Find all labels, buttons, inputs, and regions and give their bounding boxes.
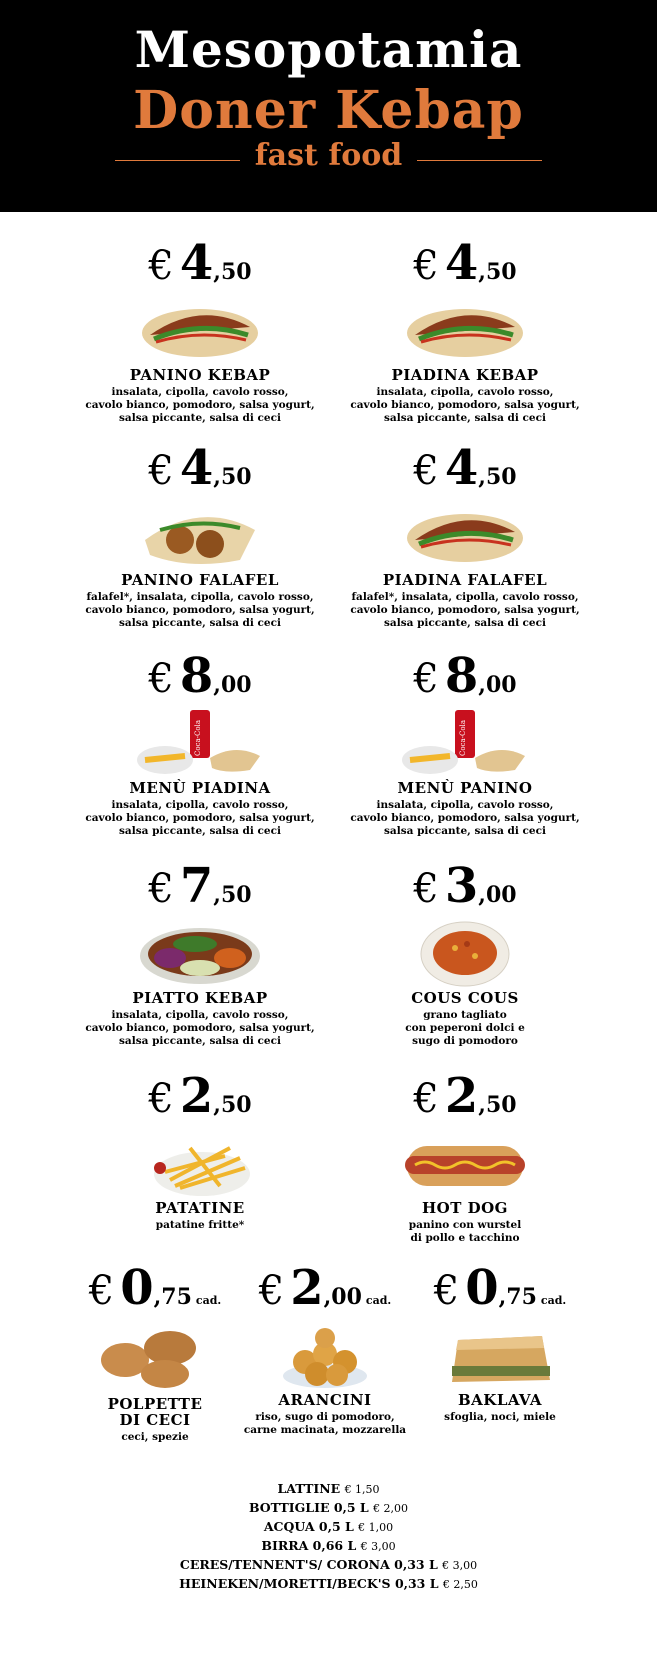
item-name: PATATINE [155,1199,245,1217]
item-name: ARANCINI [278,1391,372,1409]
item-price [235,1260,415,1316]
item-image [345,1128,585,1198]
wrap3-image [395,500,535,570]
price-decimal: ,50 [478,1092,517,1118]
description-line: insalata, cipolla, cavolo rosso, [376,386,554,398]
description-line: insalata, cipolla, cavolo rosso, [111,799,289,811]
price-integer: 8 [444,648,479,704]
price-integer: 4 [179,235,214,291]
item-image [345,500,585,570]
item-image [65,1320,245,1390]
item-price [345,1068,585,1124]
brand-tagline: fast food [254,138,403,173]
price-integer: 8 [179,648,214,704]
svg-text:Coca-Cola: Coca-Cola [194,719,202,757]
menu-item [235,1260,415,1437]
description-line: falafel*, insalata, cipolla, cavolo rosso, [86,591,314,603]
item-price [345,440,585,496]
description-line: insalata, cipolla, cavolo rosso, [376,799,554,811]
price-integer: 0 [465,1260,499,1316]
description-line: salsa piccante, salsa di ceci [384,412,546,424]
euro-symbol: € [413,1076,439,1122]
item-price [80,858,320,914]
drink-price: € 2,00 [373,1502,409,1515]
euro-symbol: € [413,243,439,289]
item-price [410,1260,590,1316]
menu-item [80,440,320,630]
menu-item [345,1068,585,1245]
item-price [80,235,320,291]
fries-image [130,1128,270,1198]
item-name: BAKLAVA [457,1391,543,1409]
arancini-image [255,1320,395,1390]
menu-item [345,440,585,630]
item-name: MENÙ PANINO [397,779,533,797]
item-image [80,500,320,570]
menu2-image [395,708,535,778]
item-name: PIADINA KEBAP [391,366,539,384]
description-line: panino con wurstel [408,1219,522,1231]
svg-text:Coca-Cola: Coca-Cola [459,719,467,757]
item-description [345,386,585,425]
price-decimal: ,50 [478,464,517,490]
menu-item [80,1068,320,1232]
drink-row [0,1556,657,1575]
price-decimal: ,00 [478,672,517,698]
description-line: falafel*, insalata, cipolla, cavolo rosso, [351,591,579,603]
drinks-list [0,1480,657,1594]
item-name: PIATTO KEBAP [132,989,268,1007]
description-line: con peperoni dolci e [405,1022,525,1034]
item-description [80,386,320,425]
hotdog-image [395,1128,535,1198]
drink-price: € 1,50 [344,1483,380,1496]
price-integer: 3 [444,858,479,914]
description-line: grano tagliato [423,1009,507,1021]
item-name: COUS COUS [411,989,519,1007]
item-description [80,1009,320,1048]
euro-symbol: € [433,1268,460,1314]
price-decimal: ,00 [478,882,517,908]
item-price [65,1260,245,1316]
menu-item [345,648,585,838]
drink-name: BOTTIGLIE 0,5 L [248,1500,374,1515]
euro-symbol: € [148,243,174,289]
drink-price: € 3,00 [360,1540,396,1553]
bowl-image [395,918,535,988]
item-description [235,1411,415,1437]
menu-header [0,0,657,212]
brand-name: Mesopotamia [134,20,523,79]
description-line: ceci, spezie [121,1431,189,1443]
description-line: salsa piccante, salsa di ceci [119,412,281,424]
item-name: MENÙ PIADINA [129,779,271,797]
price-decimal: ,50 [213,464,252,490]
drink-price: € 2,50 [442,1578,478,1591]
item-name: PIADINA FALAFEL [382,571,548,589]
drink-name: CERES/TENNENT'S/ CORONA 0,33 L [179,1557,443,1572]
euro-symbol: € [148,448,174,494]
description-line: insalata, cipolla, cavolo rosso, [111,386,289,398]
euro-symbol: € [88,1268,115,1314]
drink-name: ACQUA 0,5 L [263,1519,359,1534]
item-image [80,295,320,365]
price-unit: cad. [365,1294,392,1307]
description-line: cavolo bianco, pomodoro, salsa yogurt, [350,812,580,824]
price-decimal: ,50 [478,259,517,285]
price-decimal: ,50 [213,882,252,908]
description-line: insalata, cipolla, cavolo rosso, [111,1009,289,1021]
price-integer: 2 [290,1260,324,1316]
drink-name: BIRRA 0,66 L [261,1538,361,1553]
price-integer: 2 [444,1068,479,1124]
description-line: salsa piccante, salsa di ceci [119,1035,281,1047]
drink-price: € 3,00 [442,1559,478,1572]
item-price [345,648,585,704]
drink-row [0,1518,657,1537]
description-line: cavolo bianco, pomodoro, salsa yogurt, [350,399,580,411]
item-image [80,1128,320,1198]
item-image [345,295,585,365]
description-line: carne macinata, mozzarella [243,1424,407,1436]
price-decimal: ,50 [213,1092,252,1118]
description-line: sugo di pomodoro [412,1035,518,1047]
item-price [345,858,585,914]
menu-item [80,858,320,1048]
item-name: PANINO FALAFEL [121,571,279,589]
menu-item [410,1260,590,1424]
price-integer: 4 [179,440,214,496]
item-description [80,1219,320,1232]
euro-symbol: € [148,656,174,702]
price-decimal: ,00 [213,672,252,698]
item-image [345,708,585,778]
drink-row [0,1499,657,1518]
menu-item [65,1260,245,1444]
description-line: salsa piccante, salsa di ceci [119,825,281,837]
falafel-image [130,500,270,570]
menu-item [345,858,585,1048]
price-integer: 0 [120,1260,154,1316]
description-line: di pollo e tacchino [410,1232,520,1244]
price-integer: 4 [444,440,479,496]
description-line: salsa piccante, salsa di ceci [119,617,281,629]
baklava-image [430,1320,570,1390]
item-price [80,648,320,704]
euro-symbol: € [413,448,439,494]
price-integer: 7 [179,858,214,914]
euro-symbol: € [413,866,439,912]
item-image [80,918,320,988]
item-name: HOT DOG [421,1199,508,1217]
euro-symbol: € [258,1268,285,1314]
divider-right [417,160,542,161]
item-name: PANINO KEBAP [129,366,271,384]
description-line: patatine fritte* [155,1219,245,1231]
item-price [80,1068,320,1124]
item-description [80,799,320,838]
item-description [345,591,585,630]
item-description [80,591,320,630]
wrap-image [130,295,270,365]
drink-price: € 1,00 [358,1521,394,1534]
item-description [65,1431,245,1444]
item-description [410,1411,590,1424]
menu-item [80,648,320,838]
description-line: cavolo bianco, pomodoro, salsa yogurt, [350,604,580,616]
drink-name: LATTINE [277,1481,345,1496]
menu-item [345,235,585,425]
description-line: cavolo bianco, pomodoro, salsa yogurt, [85,399,315,411]
price-decimal: ,50 [213,259,252,285]
menu-item [80,235,320,425]
item-description [345,799,585,838]
description-line: cavolo bianco, pomodoro, salsa yogurt, [85,1022,315,1034]
item-image [410,1320,590,1390]
item-image [80,708,320,778]
description-line: cavolo bianco, pomodoro, salsa yogurt, [85,812,315,824]
description-line: riso, sugo di pomodoro, [255,1411,395,1423]
description-line: sfoglia, noci, miele [444,1411,556,1423]
euro-symbol: € [148,866,174,912]
plate-image [130,918,270,988]
price-unit: cad. [195,1294,222,1307]
item-price [80,440,320,496]
description-line: cavolo bianco, pomodoro, salsa yogurt, [85,604,315,616]
drink-name: HEINEKEN/MORETTI/BECK'S 0,33 L [179,1576,443,1591]
brand-subtitle: Doner Kebap [133,80,524,141]
wrap2-image [395,295,535,365]
euro-symbol: € [148,1076,174,1122]
price-decimal: ,75 [153,1284,192,1310]
item-price [345,235,585,291]
item-image [235,1320,415,1390]
balls-image [85,1320,225,1390]
item-description [345,1009,585,1048]
description-line: salsa piccante, salsa di ceci [384,617,546,629]
item-image [345,918,585,988]
price-unit: cad. [540,1294,567,1307]
price-decimal: ,00 [323,1284,362,1310]
menu-image [130,708,270,778]
drink-row [0,1575,657,1594]
item-name: POLPETTE DI CECI [107,1395,203,1429]
item-description [345,1219,585,1245]
drink-row [0,1537,657,1556]
price-integer: 2 [179,1068,214,1124]
description-line: salsa piccante, salsa di ceci [384,825,546,837]
drink-row [0,1480,657,1499]
euro-symbol: € [413,656,439,702]
price-decimal: ,75 [498,1284,537,1310]
price-integer: 4 [444,235,479,291]
